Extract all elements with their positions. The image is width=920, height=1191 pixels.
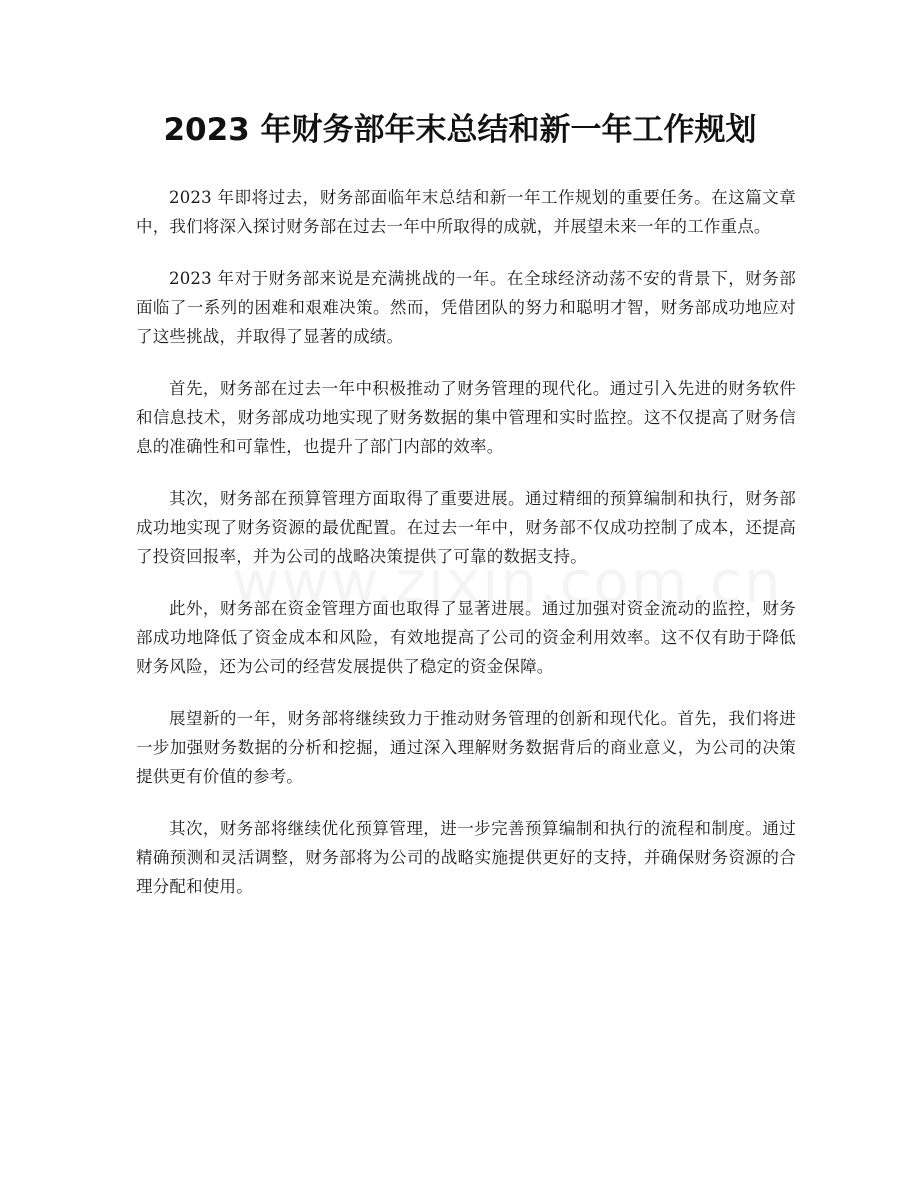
paragraph-intro: 2023 年即将过去，财务部面临年末总结和新一年工作规划的重要任务。在这篇文章中，我们将深入探讨财务部在过去一年中所取得的成就，并展望未来一年的工作重点。 bbox=[136, 188, 796, 236]
paragraph-budget-optimization: 其次，财务部将继续优化预算管理，进一步完善预算编制和执行的流程和制度。通过精确预测和灵活调整，财务部将为公司的战略实施提供更好的支持，并确保财务资源的合理分配和使用。 bbox=[136, 819, 796, 896]
paragraph-funds: 此外，财务部在资金管理方面也取得了显著进展。通过加强对资金流动的监控，财务部成功地降低了资金成本和风险，有效地提高了公司的资金利用效率。这不仅有助于降低财务风险，还为公司的经营发展提供了稳定的资金保障。 bbox=[136, 599, 796, 676]
document-body bbox=[136, 183, 796, 924]
paragraph-challenges: 2023 年对于财务部来说是充满挑战的一年。在全球经济动荡不安的背景下，财务部面临了一系列的困难和艰难决策。然而，凭借团队的努力和聪明才智，财务部成功地应对了这些挑战，并取得了显著的成绩。 bbox=[136, 269, 796, 346]
paragraph-budget: 其次，财务部在预算管理方面取得了重要进展。通过精细的预算编制和执行，财务部成功地实现了财务资源的最优配置。在过去一年中，财务部不仅成功控制了成本，还提高了投资回报率，并为公司的战略决策提供了可靠的数据支持。 bbox=[136, 489, 796, 566]
document-title: 2023 年财务部年末总结和新一年工作规划 bbox=[163, 112, 757, 148]
paragraph-outlook: 展望新的一年，财务部将继续致力于推动财务管理的创新和现代化。首先，我们将进一步加强财务数据的分析和挖掘，通过深入理解财务数据背后的商业意义，为公司的决策提供更有价值的参考。 bbox=[136, 709, 796, 786]
paragraph-modernization: 首先，财务部在过去一年中积极推动了财务管理的现代化。通过引入先进的财务软件和信息技术，财务部成功地实现了财务数据的集中管理和实时监控。这不仅提高了财务信息的准确性和可靠性，也提升了部门内部的效率。 bbox=[136, 379, 796, 456]
